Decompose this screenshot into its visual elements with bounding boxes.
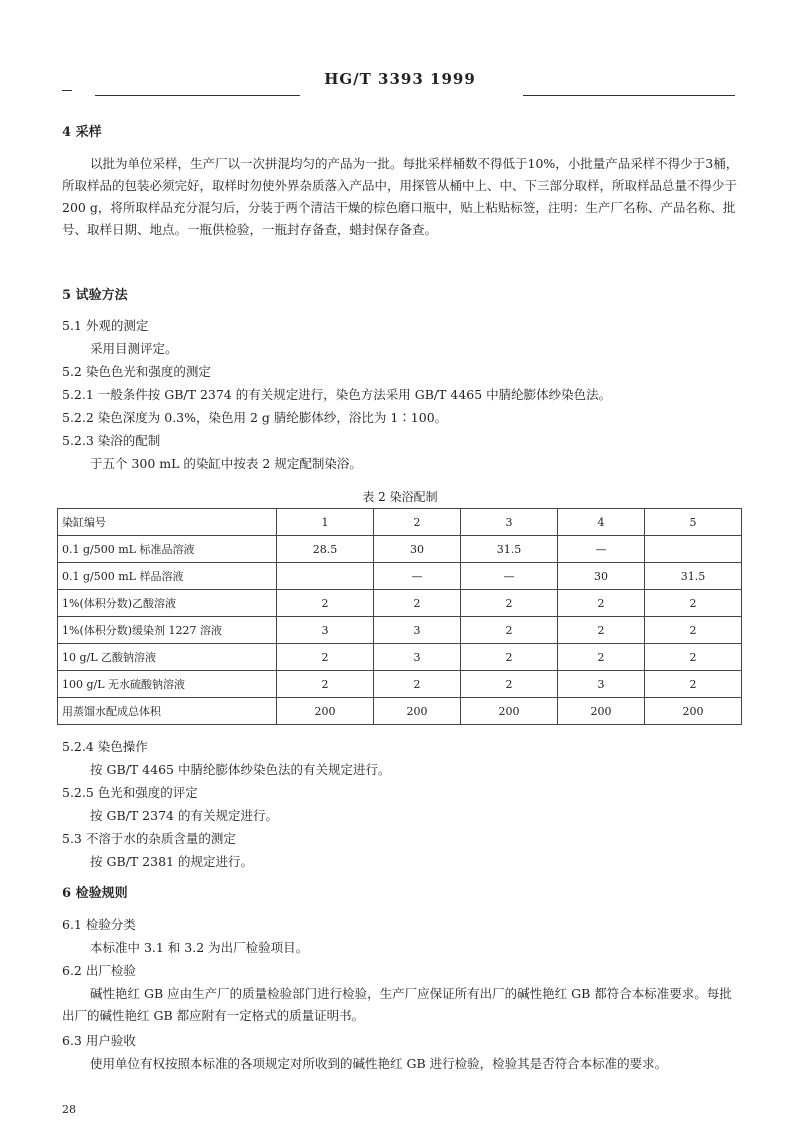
table-caption: 表 2 染浴配制 (362, 490, 438, 504)
row-label: 1%(体积分数)缓染剂 1227 溶液 (58, 617, 277, 644)
section-5-2-3-body: 于五个 300 mL 的染缸中按表 2 规定配制染浴。 (90, 456, 362, 471)
table-header-label: 染缸编号 (58, 509, 277, 536)
table-row (58, 536, 742, 563)
table-cell: 3 (374, 644, 461, 671)
table-cell: 3 (374, 617, 461, 644)
section-4-title: 4 采样 (62, 125, 102, 140)
section-5-1-body: 采用目测评定。 (90, 341, 178, 356)
section-6-title: 6 检验规则 (62, 886, 128, 901)
section-6-3-paragraph: 使用单位有权按照本标准的各项规定对所收到的碱性艳红 GB 进行检验，检验其是否符合本标准的要求。 (90, 1056, 668, 1071)
header-tick-left (62, 90, 72, 91)
section-5-2-1: 5.2.1 一般条件按 GB/T 2374 的有关规定进行，染色方法采用 GB/T 4465 中腈纶膨体纱染色法。 (62, 387, 612, 402)
table-cell: 31.5 (460, 536, 557, 563)
table-col-header: 1 (277, 509, 374, 536)
table-cell: 2 (277, 590, 374, 617)
section-5-2-2: 5.2.2 染色深度为 0.3%，染色用 2 g 腈纶膨体纱，浴比为 1∶100。 (62, 410, 448, 425)
table-row (58, 590, 742, 617)
table-cell: 200 (644, 698, 741, 725)
table-cell (644, 536, 741, 563)
section-5-2-heading: 5.2 染色色光和强度的测定 (62, 364, 211, 379)
table-cell: 3 (558, 671, 645, 698)
table-cell: 2 (558, 590, 645, 617)
section-5-2-3-heading: 5.2.3 染浴的配制 (62, 433, 161, 448)
table-cell: 200 (277, 698, 374, 725)
table-cell: 2 (460, 590, 557, 617)
section-5-1-heading: 5.1 外观的测定 (62, 318, 149, 333)
section-5-2-5-body: 按 GB/T 2374 的有关规定进行。 (90, 808, 278, 823)
row-label: 0.1 g/500 mL 样品溶液 (58, 563, 277, 590)
table-cell: 2 (644, 644, 741, 671)
section-5-2-4-body: 按 GB/T 4465 中腈纶膨体纱染色法的有关规定进行。 (90, 762, 391, 777)
table-cell: 2 (558, 644, 645, 671)
table-cell: 2 (558, 617, 645, 644)
table-cell: 28.5 (277, 536, 374, 563)
table-col-header: 5 (644, 509, 741, 536)
table-cell: 3 (277, 617, 374, 644)
table-cell: 2 (644, 590, 741, 617)
table-cell: 31.5 (644, 563, 741, 590)
section-6-2-paragraph: 碱性艳红 GB 应由生产厂的质量检验部门进行检验，生产厂应保证所有出厂的碱性艳红 GB 都符合本标准要求。每批出厂的碱性艳红 GB 都应附有一定格式的质量证明书。 (62, 986, 732, 1023)
table-cell: 200 (558, 698, 645, 725)
page-number: 28 (62, 1103, 76, 1116)
table-cell: 2 (277, 644, 374, 671)
table-cell: — (460, 563, 557, 590)
row-label: 10 g/L 乙酸钠溶液 (58, 644, 277, 671)
table-cell: 2 (277, 671, 374, 698)
section-6-1-body: 本标准中 3.1 和 3.2 为出厂检验项目。 (90, 940, 309, 955)
table-row (58, 617, 742, 644)
section-6-1-heading: 6.1 检验分类 (62, 917, 136, 932)
section-6-3-heading: 6.3 用户验收 (62, 1033, 136, 1048)
section-6-2-heading: 6.2 出厂检验 (62, 963, 136, 978)
table-cell: 30 (374, 536, 461, 563)
section-5-3-heading: 5.3 不溶于水的杂质含量的测定 (62, 831, 236, 846)
row-label: 0.1 g/500 mL 标准品溶液 (58, 536, 277, 563)
table-cell: 2 (644, 617, 741, 644)
table-cell: 2 (460, 617, 557, 644)
table-col-header: 2 (374, 509, 461, 536)
table-col-header: 3 (460, 509, 557, 536)
row-label: 1%(体积分数)乙酸溶液 (58, 590, 277, 617)
section-4-paragraph: 以批为单位采样，生产厂以一次拼混均匀的产品为一批。每批采样桶数不得低于10%，小批量产品采样不得少于3桶，所取样品的包装必须完好，取样时勿使外界杂质落入产品中，用探管从桶中上、中、下三部分取样，所取样品总量不得少于200 g，将所取样品充分混匀后，分装于两个清洁干燥的棕色磨口瓶中，贴上粘贴标签，注明：生产厂名称、产品名称、批号、取样日期、地点。一瓶供检验，一瓶封存备查，蜡封保存备查。 (62, 156, 739, 237)
table-row (58, 563, 742, 590)
section-5-2-5-heading: 5.2.5 色光和强度的评定 (62, 785, 198, 800)
section-5-3-body: 按 GB/T 2381 的规定进行。 (90, 854, 253, 869)
standard-header: HG/T 3393 1999 (324, 70, 476, 88)
header-rule-left (95, 95, 300, 96)
row-label: 用蒸馏水配成总体积 (58, 698, 277, 725)
table-cell: 200 (460, 698, 557, 725)
table-cell: 200 (374, 698, 461, 725)
section-5-2-4-heading: 5.2.4 染色操作 (62, 739, 148, 754)
table-row (58, 698, 742, 725)
table-row (58, 671, 742, 698)
table-col-header: 4 (558, 509, 645, 536)
table-cell: 2 (460, 644, 557, 671)
header-rule-right (523, 95, 735, 96)
table-cell: 2 (644, 671, 741, 698)
row-label: 100 g/L 无水硫酸钠溶液 (58, 671, 277, 698)
table-cell: 2 (374, 671, 461, 698)
section-5-title: 5 试验方法 (62, 288, 128, 303)
table-cell (277, 563, 374, 590)
table-header-row (58, 509, 742, 536)
dye-bath-table (57, 508, 742, 725)
table-cell: 30 (558, 563, 645, 590)
table-cell: — (558, 536, 645, 563)
table-row (58, 644, 742, 671)
table-cell: 2 (460, 671, 557, 698)
table-cell: 2 (374, 590, 461, 617)
table-cell: — (374, 563, 461, 590)
